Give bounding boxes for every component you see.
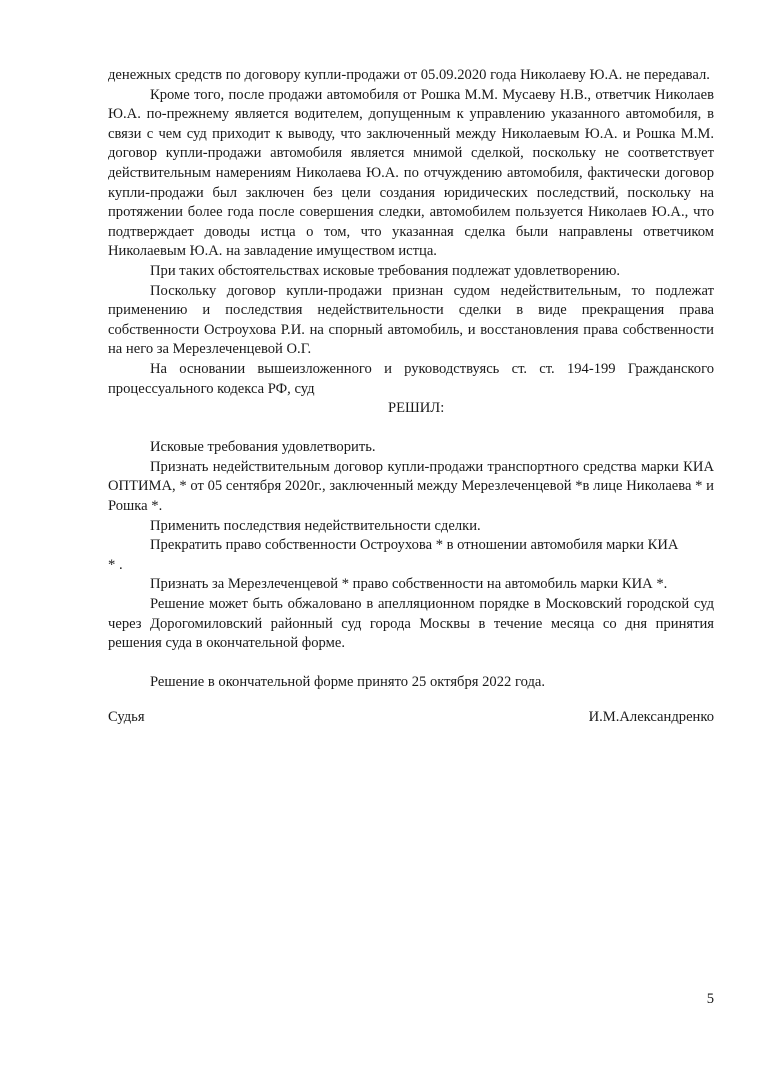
paragraph-legal-basis: На основании вышеизложенного и руководствуясь ст. ст. 194-199 Гражданского процессуального кодекса РФ, суд bbox=[108, 360, 714, 397]
paragraph-consequences: Поскольку договор купли-продажи признан судом недействительным, то подлежат применению и последствия недействительности сделки в виде прекращения права собственности Остроухова Р.И. на спорный автомобиль, и восстановления права собственности на него за Мерезлеченцевой О.Г. bbox=[108, 282, 714, 358]
signature-judge-name: И.М.Александренко bbox=[588, 709, 714, 725]
signature-role-label: Судья bbox=[108, 709, 145, 725]
final-form-note: Решение в окончательной форме принято 25 октября 2022 года. bbox=[150, 674, 546, 691]
paragraph-besides-that: Кроме того, после продажи автомобиля от Рошка М.М. Мусаеву Н.В., ответчик Николаев Ю.А. по-прежнему является водителем, допущенным к управлению указанного автомобиля, в связи с чем суд приходит к выводу, что заключенный между Николаевым Ю.А. и Рошка М.М. договор купли-продажи автомобиля является мнимой сделкой, поскольку не соответствует действительным намерениям Николаева Ю.А. по отчуждению автомобиля, фактически договор купли-продажи был заключен без цели создания юридических последствий, поскольку на протяжении более года после совершения следки, автомобилем пользуется Николаев Ю.А., что подтверждает доводы истца о том, что указанная сделка были направлены ответчиком Николаевым Ю.А. на завладение имуществом истца. bbox=[108, 86, 714, 260]
signature-row bbox=[108, 708, 714, 728]
stray-asterisk-mark: * . bbox=[108, 556, 123, 573]
ruling-item-apply-consequences: Применить последствия недействительности сделки. bbox=[150, 517, 481, 534]
ruling-heading: РЕШИЛ: bbox=[388, 400, 445, 417]
ruling-item-invalidate-contract: Признать недействительным договор купли-продажи транспортного средства марки КИА ОПТИМА, * от 05 сентября 2020г., заключенный между Мерезлеченцевой *в лице Николаева * и Рошка *. bbox=[108, 458, 714, 515]
paragraph-claims-satisfied: При таких обстоятельствах исковые требования подлежат удовлетворению. bbox=[150, 262, 621, 279]
paragraph-funds-not-transferred: денежных средств по договору купли-продажи от 05.09.2020 года Николаеву Ю.А. не передавал. bbox=[108, 67, 710, 83]
spacer-before-final-form-note bbox=[108, 654, 714, 674]
spacer-after-ruling-heading bbox=[108, 419, 714, 439]
document-body bbox=[108, 66, 714, 693]
page-number: 5 bbox=[706, 991, 714, 1007]
ruling-item-terminate-ownership: Прекратить право собственности Остроухова * в отношении автомобиля марки КИА bbox=[150, 537, 679, 554]
ruling-item-recognize-ownership: Признать за Мерезлеченцевой * право собственности на автомобиль марки КИА *. bbox=[150, 576, 668, 593]
ruling-item-appeal-procedure: Решение может быть обжаловано в апелляционном порядке в Московский городской суд через Дорогомиловский районный суд города Москвы в течение месяца со дня принятия решения суда в окончательной форме. bbox=[108, 596, 714, 652]
ruling-item-satisfy-claims: Исковые требования удовлетворить. bbox=[150, 439, 376, 456]
